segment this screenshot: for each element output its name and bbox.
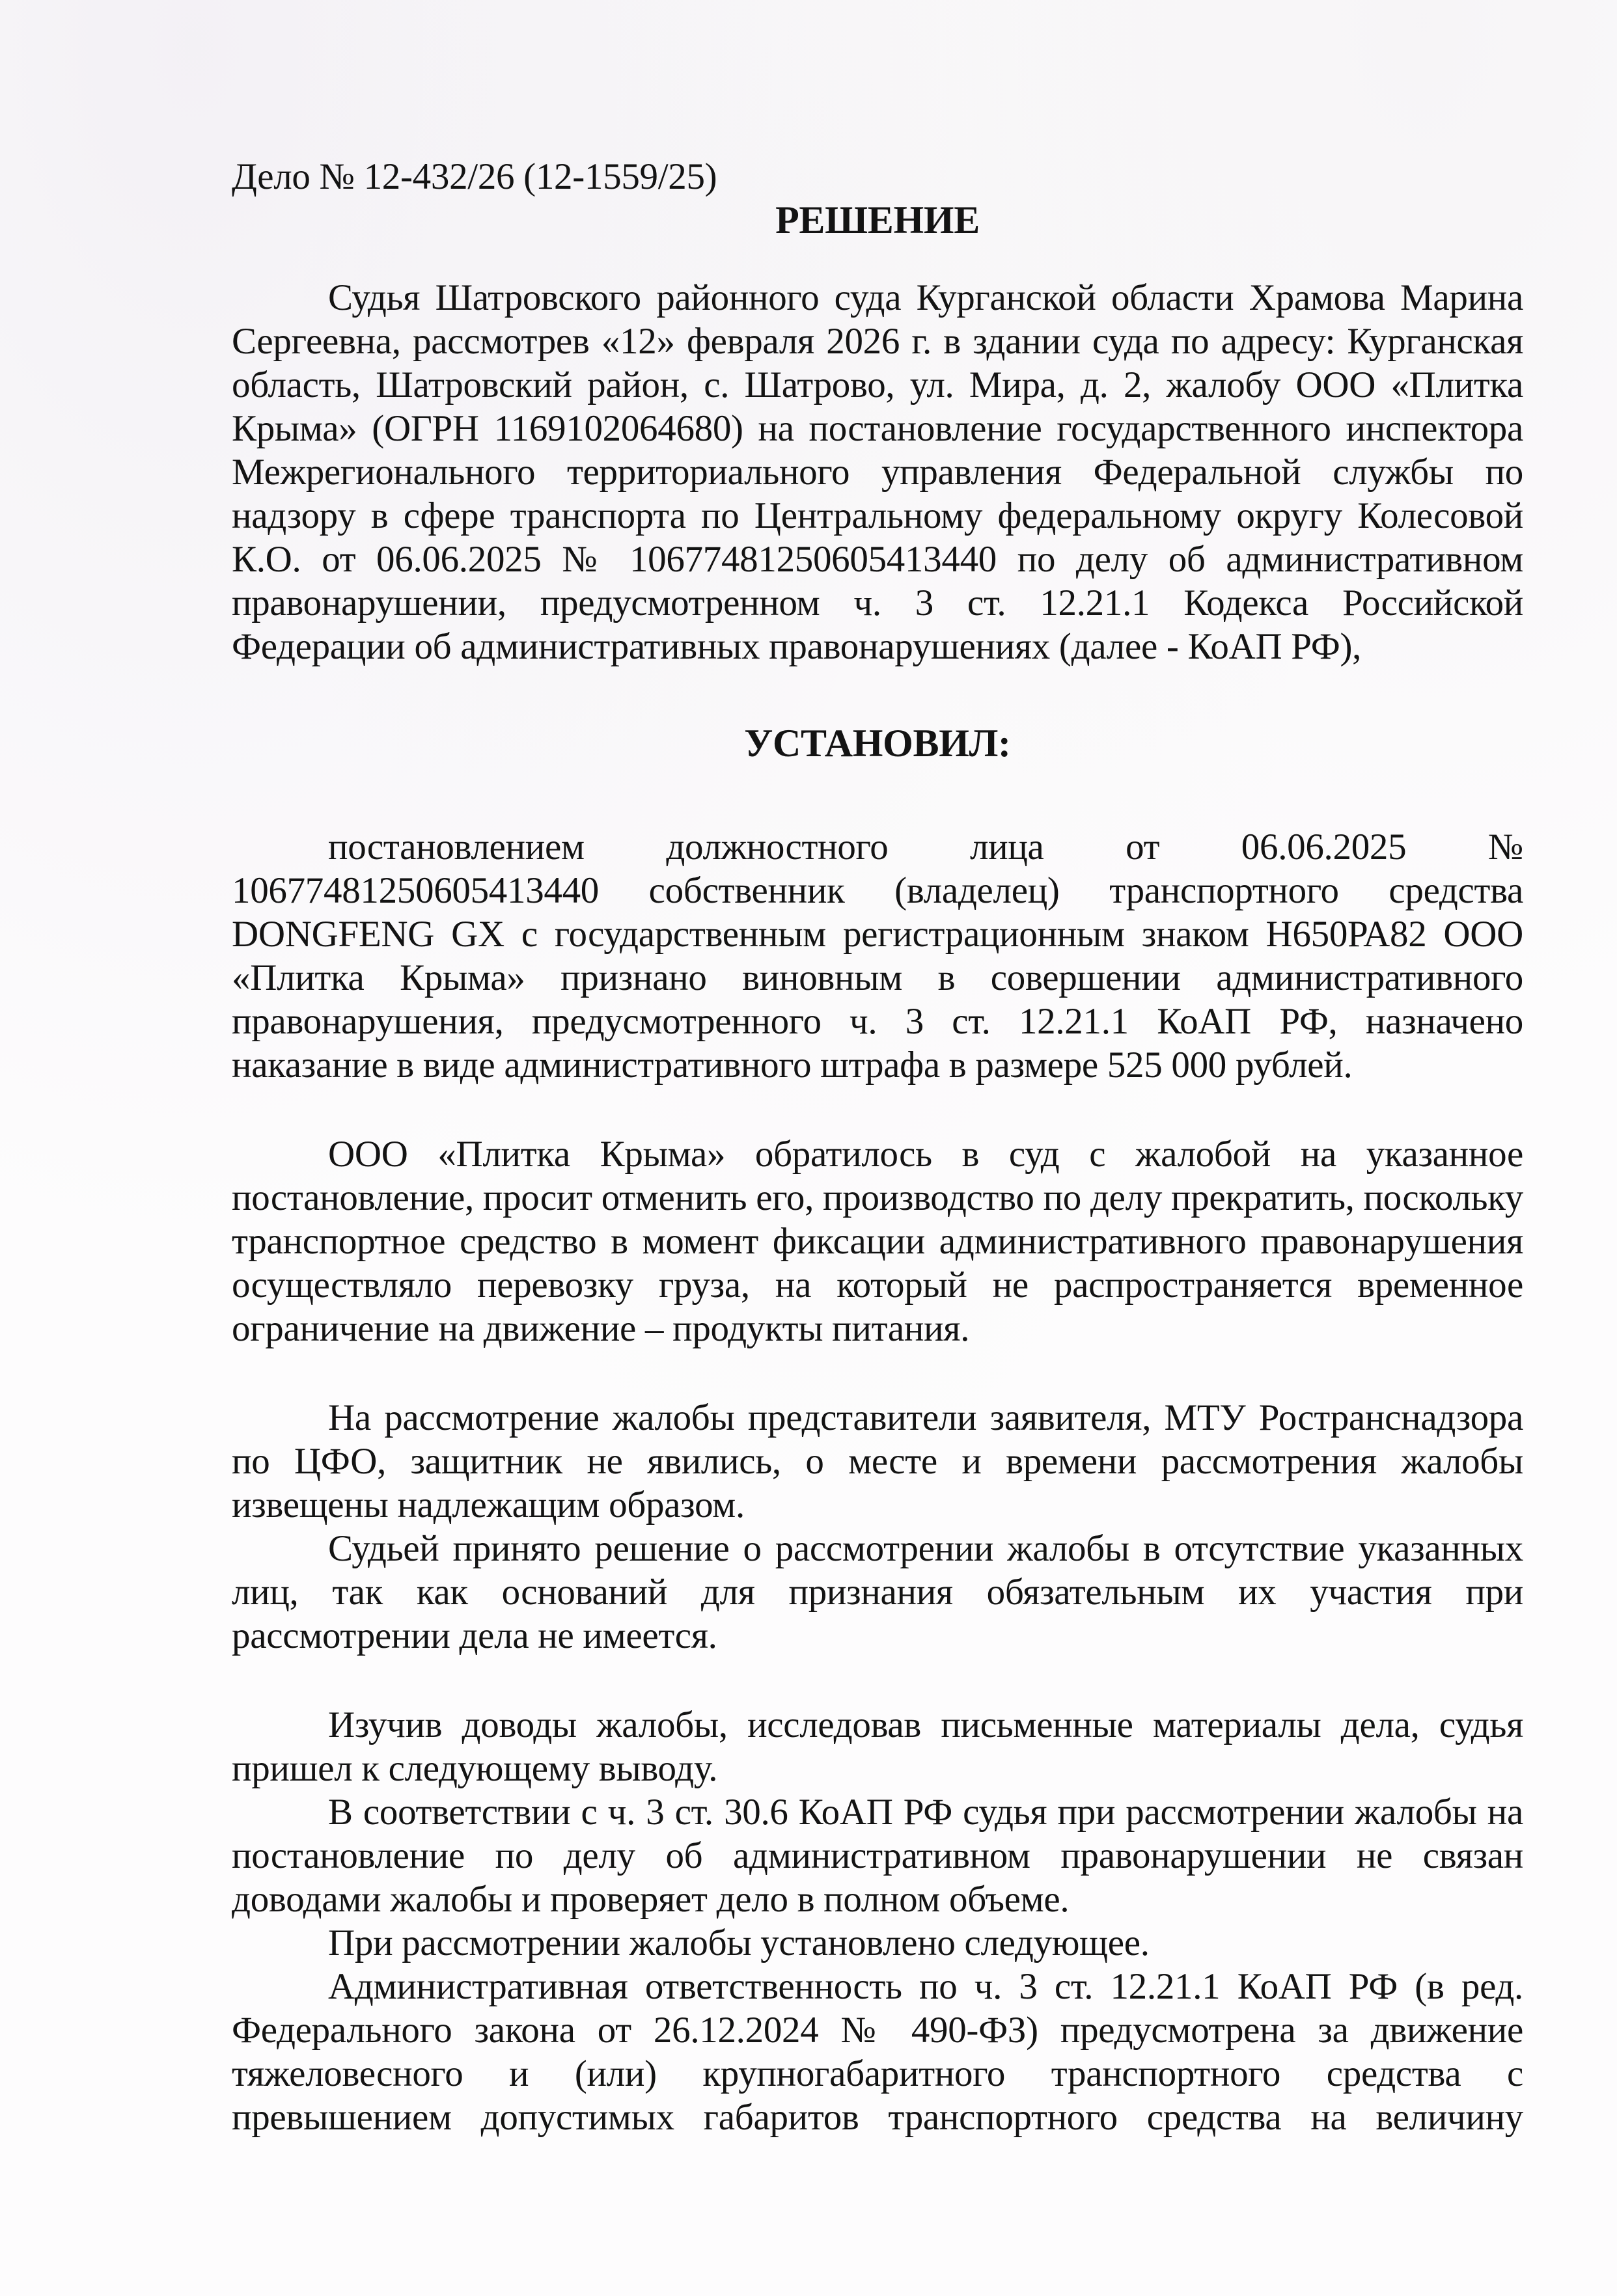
body-paragraph-decision-to-proceed: Судьей принято решение о рассмотрении жалобы в отсутствие указанных лиц, так как оснований для признания обязательным их участия при рассмотрении дела не имеется. [232,1528,1523,1656]
body-paragraph-ruling-summary: постановлением должностного лица от 06.06.2025 № 10677481250605413440 собственник (владелец) транспортного средства DONGFENG GX с государственным регистрационным знаком Н650РА82 ООО «Плитка Крыма» признано виновным в совершении административного правонарушения, предусмотренного ч. 3 ст. 12.21.1 КоАП РФ, назначено наказание в виде административного штрафа в размере 525 000 рублей. [232,827,1523,1086]
body-paragraph-absence-of-parties: На рассмотрение жалобы представители заявителя, МТУ Ространснадзора по ЦФО, защитник не явились, о месте и времени рассмотрения жалобы извещены надлежащим образом. [232,1397,1523,1525]
body-paragraph-complaint: ООО «Плитка Крыма» обратилось в суд с жалобой на указанное постановление, просит отменить его, производство по делу прекратить, поскольку транспортное средство в момент фиксации административного правонарушения осуществляло перевозку груза, на который не распространяется временное ограничение на движение – продукты питания. [232,1134,1523,1349]
case-number: Дело № 12-432/26 (12-1559/25) [232,156,717,197]
body-paragraph-koap-30-6: В соответствии с ч. 3 ст. 30.6 КоАП РФ судья при рассмотрении жалобы на постановление по делу об административном правонарушении не связан доводами жалобы и проверяет дело в полном объеме. [232,1792,1523,1920]
intro-paragraph: Судья Шатровского районного суда Курганской области Храмова Марина Сергеевна, рассмотрев «12» февраля 2026 г. в здании суда по адресу: Курганская область, Шатровский район, с. Шатрово, ул. Мира, д. 2, жалобу ООО «Плитка Крыма» (ОГРН 1169102064680) на постановление государственного инспектора Межрегионального территориального управления Федеральной службы по надзору в сфере транспорта по Центральному федеральному округу Колесовой К.О. от 06.06.2025 № 10677481250605413440 по делу об административном правонарушении, предусмотренном ч. 3 ст. 12.21.1 Кодекса Российской Федерации об административных правонарушениях (далее - КоАП РФ), [232,277,1523,667]
established-heading: УСТАНОВИЛ: [744,722,1011,765]
decision-title: РЕШЕНИЕ [775,198,980,241]
body-paragraph-findings-intro: При рассмотрении жалобы установлено следующее. [328,1922,1150,1963]
body-paragraph-review-intro: Изучив доводы жалобы, исследовав письменные материалы дела, судья пришел к следующему выводу. [232,1704,1523,1789]
body-paragraph-liability-norm: Административная ответственность по ч. 3 ст. 12.21.1 КоАП РФ (в ред. Федерального закона от 26.12.2024 № 490-ФЗ) предусмотрена за движение тяжеловесного и (или) крупногабаритного транспортного средства с превышением допустимых габаритов транспортного средства на величину [232,1966,1523,2138]
